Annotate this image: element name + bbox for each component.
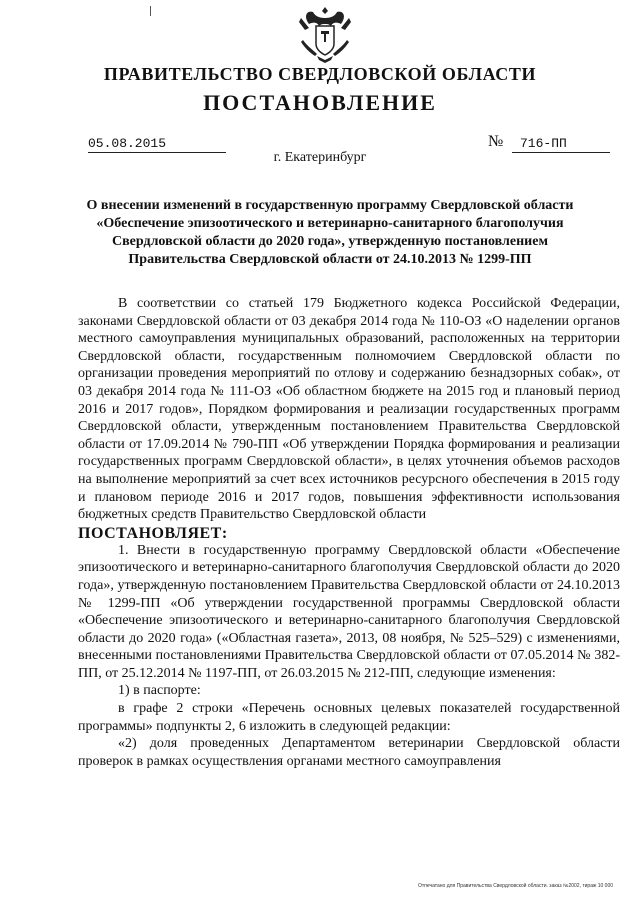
scan-mark: [150, 6, 151, 16]
document-title: [70, 197, 590, 269]
title-line: Правительства Свердловской области от 24.10.2013 № 1299-ПП: [128, 252, 532, 267]
document-body: [78, 295, 620, 770]
title-line: О внесении изменений в государственную программу Свердловской области: [86, 198, 574, 213]
document-type: ПОСТАНОВЛЕНИЕ: [203, 90, 437, 115]
print-note: Отпечатано для Правительства Свердловской области. заказ №2002, тираж 10 000: [418, 883, 614, 889]
city: г. Екатеринбург: [273, 150, 367, 165]
item-1-1-paragraph: 1) в паспорте:: [118, 683, 201, 699]
item-1-paragraph: 1. Внести в государственную программу Свердловской области «Обеспечение эпизоотического и ветеринарно-санитарного благополучия Свердловской области до 2020 года», утвержденную постановлением Правительства Свердловской области от 24.10.2013 № 1299-ПП «Об утверждении государственной программы Свердловской области «Обеспечение эпизоотического и ветеринарно-санитарного благополучия Свердловской области до 2020 года» («Областная газета», 2013, 08 ноября, № 525–529) с изменениями, внесенными постановлениями Правительства Свердловской области от 07.05.2014 № 382-ПП, от 25.12.2014 № 1197-ПП, от 26.03.2015 № 212-ПП, следующие изменения:: [78, 542, 620, 681]
decree-word: ПОСТАНОВЛЯЕТ:: [78, 524, 228, 542]
organization-name: ПРАВИТЕЛЬСТВО СВЕРДЛОВСКОЙ ОБЛАСТИ: [103, 64, 537, 84]
title-line: «Обеспечение эпизоотического и ветеринарно-санитарного благополучия: [96, 216, 564, 231]
item-1-1-text-paragraph: в графе 2 строки «Перечень основных целевых показателей государственной программы» подпункты 2, 6 изложить в следующей редакции:: [78, 701, 620, 734]
document-number: 716-ПП: [512, 136, 610, 153]
preamble-paragraph: В соответствии со статьей 179 Бюджетного кодекса Российской Федерации, законами Свердловской области от 03 декабря 2014 года № 110-ОЗ «О наделении органов местного самоуправления муниципальных образований, расположенных на территории Свердловской области, государственным полномочием Свердловской области по организации проведения мероприятий по отлову и содержанию безнадзорных собак», от 03 декабря 2014 года № 111-ОЗ «Об областном бюджете на 2015 год и плановый период 2016 и 2017 годов», Порядком формирования и реализации государственных программ Свердловской области, утвержденным постановлением Правительства Свердловской области от 17.09.2014 № 790-ПП «Об утверждении Порядка формирования и реализации государственных программ Свердловской области», в целях уточнения объемов расходов на выполнение мероприятий за счет всех источников ресурсного обеспечения в 2015 году и плановом периоде 2016 и 2017 годов, повышения эффективности использования бюджетных средств Правительство Свердловской области: [78, 296, 620, 523]
coat-of-arms-icon: [295, 4, 355, 64]
item-1-1-quote-paragraph: «2) доля проведенных Департаментом ветеринарии Свердловской области проверок в рамках осуществления органами местного самоуправления: [78, 736, 620, 769]
document-date: 05.08.2015: [88, 136, 226, 153]
title-line: Свердловской области до 2020 года», утвержденную постановлением: [112, 234, 548, 249]
number-sign: №: [488, 133, 504, 150]
